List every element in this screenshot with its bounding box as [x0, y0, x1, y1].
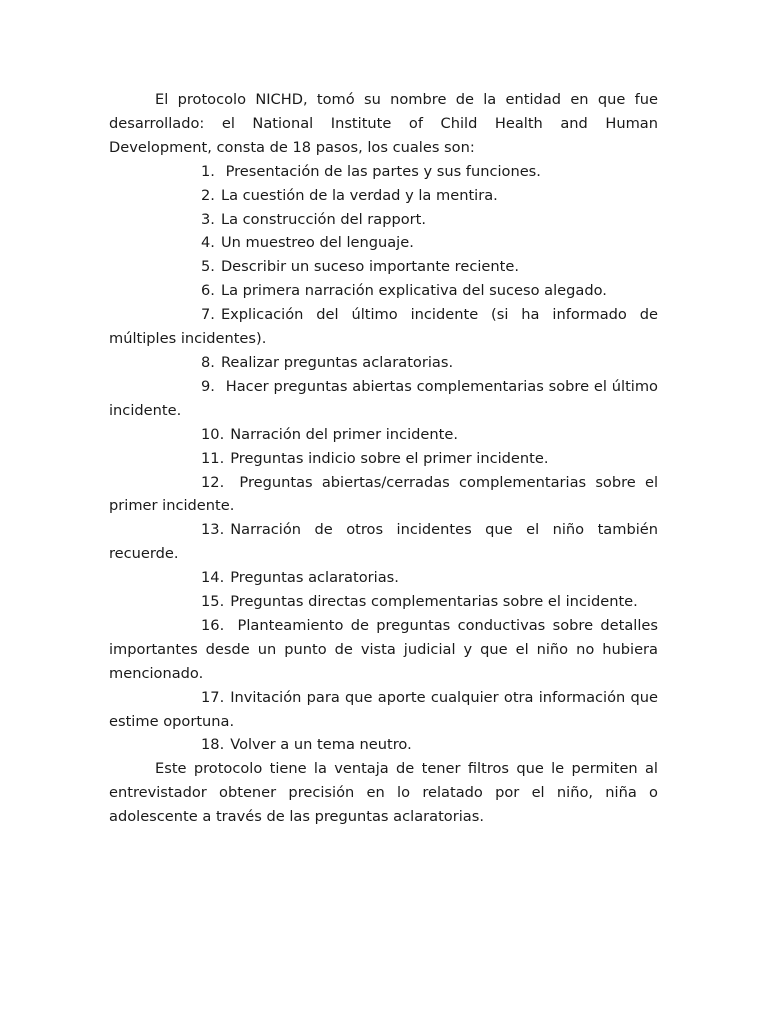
step-number: 3.	[201, 210, 215, 228]
step-number: 10.	[201, 425, 225, 443]
step-number: 5.	[201, 258, 215, 276]
list-item	[109, 733, 658, 757]
step-text: Preguntas indicio sobre el primer incidente.	[230, 449, 549, 467]
step-text: Explicación del último incidente (si ha informado de múltiples incidentes).	[109, 306, 658, 348]
step-text: Hacer preguntas abiertas complementarias sobre el último incidente.	[109, 377, 658, 419]
step-number: 2.	[201, 186, 215, 204]
step-text: La cuestión de la verdad y la mentira.	[220, 186, 498, 204]
list-item	[109, 566, 658, 590]
step-text: Preguntas abiertas/cerradas complementarias sobre el primer incidente.	[109, 473, 658, 515]
step-number: 16.	[201, 616, 225, 634]
step-text: La construcción del rapport.	[220, 210, 427, 228]
list-item	[109, 279, 658, 303]
step-text: Narración de otros incidentes que el niño también recuerde.	[109, 521, 658, 563]
step-number: 15.	[201, 593, 225, 611]
list-item	[109, 375, 658, 423]
list-item	[109, 471, 658, 519]
list-item	[109, 184, 658, 208]
steps-list	[109, 160, 658, 758]
step-text: Describir un suceso importante reciente.	[220, 258, 519, 276]
step-number: 1.	[201, 162, 215, 180]
step-text: Presentación de las partes y sus funciones.	[220, 162, 541, 180]
conclusion-paragraph: Este protocolo tiene la ventaja de tener filtros que le permiten al entrevistador obtener precisión en lo relatado por el niño, niña o adolescente a través de las preguntas aclaratorias.	[109, 760, 658, 826]
step-number: 11.	[201, 449, 225, 467]
step-number: 7.	[201, 306, 215, 324]
document-page	[109, 88, 658, 829]
step-text: Realizar preguntas aclaratorias.	[220, 353, 454, 371]
step-text: La primera narración explicativa del suceso alegado.	[220, 282, 607, 300]
step-number: 6.	[201, 282, 215, 300]
list-item	[109, 160, 658, 184]
step-text: Invitación para que aporte cualquier otra información que estime oportuna.	[109, 688, 658, 730]
list-item	[109, 303, 658, 351]
step-number: 18.	[201, 736, 225, 754]
step-number: 8.	[201, 353, 215, 371]
list-item	[109, 208, 658, 232]
step-text: Narración del primer incidente.	[230, 425, 458, 443]
list-item	[109, 518, 658, 566]
list-item	[109, 447, 658, 471]
list-item	[109, 231, 658, 255]
step-number: 13.	[201, 521, 225, 539]
list-item	[109, 255, 658, 279]
list-item	[109, 686, 658, 734]
step-number: 14.	[201, 569, 225, 587]
list-item	[109, 590, 658, 614]
intro-paragraph: El protocolo NICHD, tomó su nombre de la entidad en que fue desarrollado: el National Institute of Child Health and Human Development, consta de 18 pasos, los cuales son:	[109, 91, 658, 156]
step-text: Preguntas directas complementarias sobre el incidente.	[230, 593, 638, 611]
step-number: 12.	[201, 473, 225, 491]
step-number: 17.	[201, 688, 225, 706]
step-number: 9.	[201, 377, 215, 395]
step-text: Planteamiento de preguntas conductivas sobre detalles importantes desde un punto de vista judicial y que el niño no hubiera mencionado.	[109, 616, 658, 682]
list-item	[109, 423, 658, 447]
list-item	[109, 614, 658, 686]
step-text: Un muestreo del lenguaje.	[220, 234, 414, 252]
step-text: Volver a un tema neutro.	[230, 736, 412, 754]
step-text: Preguntas aclaratorias.	[230, 569, 399, 587]
list-item	[109, 351, 658, 375]
step-number: 4.	[201, 234, 215, 252]
